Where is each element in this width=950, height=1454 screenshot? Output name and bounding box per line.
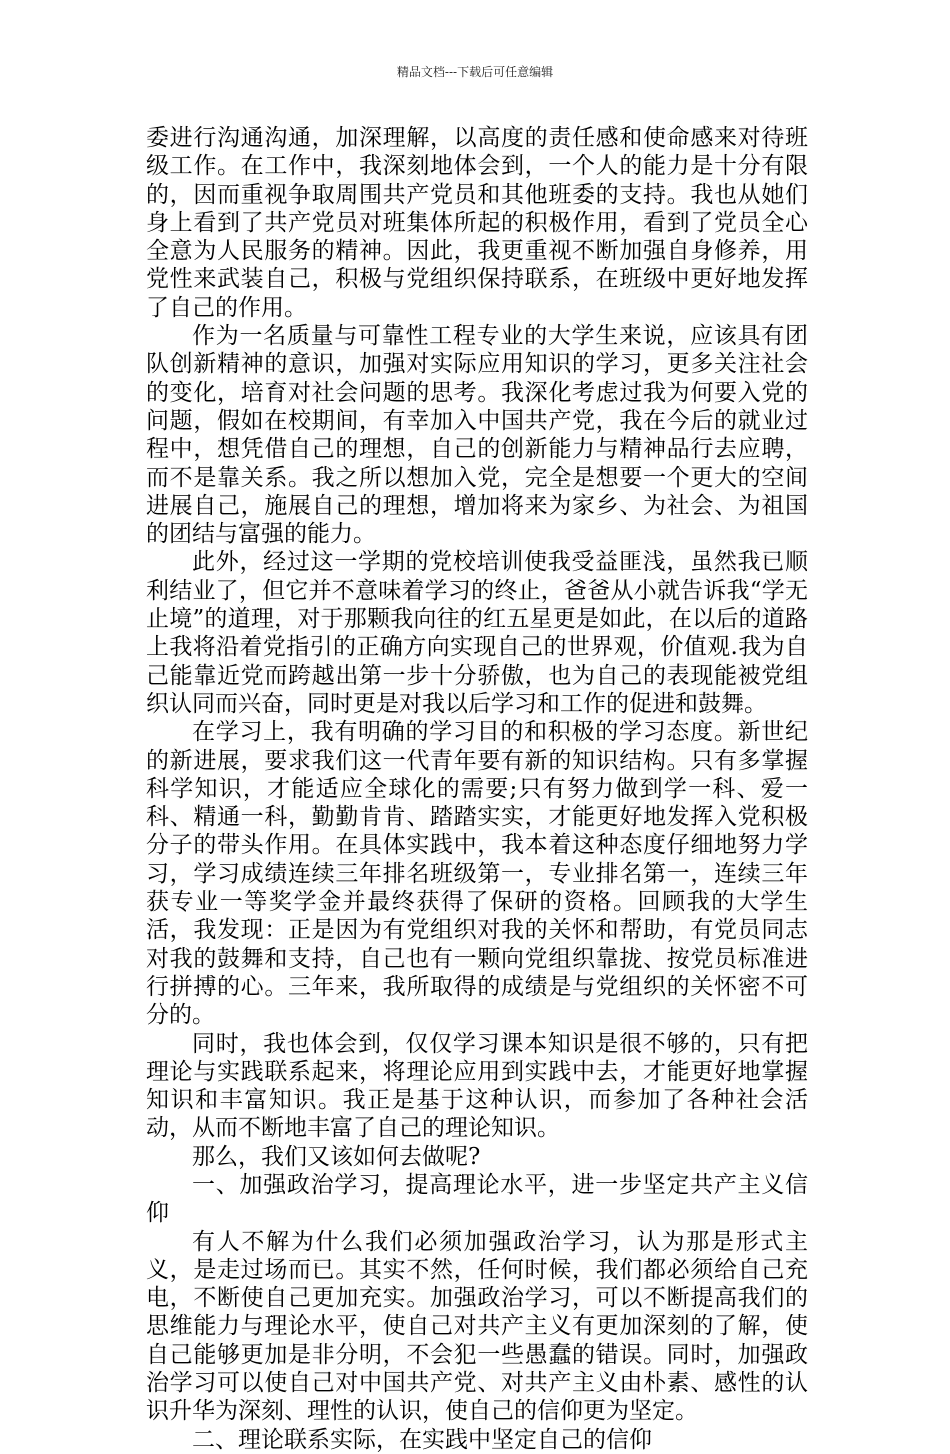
section-heading: 二、理论联系实际，在实践中坚定自己的信仰	[192, 1426, 652, 1453]
paragraph-continued: 委进行沟通沟通，加深理解，以高度的责任感和使命感来对待班级工作。在工作中，我深刻地体会到，一个人的能力是十分有限的，因而重视争取周围共产党员和其他班委的支持。我也从她们身上看到了共产党员对班集体所起的积极作用，看到了党员全心全意为人民服务的精神。因此，我更重视不断加强自身修养，用党性来武装自己，积极与党组织保持联系，在班级中更好地发挥了自己的作用。	[146, 125, 808, 321]
paragraph: 在学习上，我有明确的学习目的和积极的学习态度。新世纪的新进展，要求我们这一代青年要有新的知识结构。只有多掌握科学知识，才能适应全球化的需要;只有努力做到学一科、爱一科、精通一科，勤勤肯肯、踏踏实实，才能更好地发挥入党积极分子的带头作用。在具体实践中，我本着这种态度仔细地努力学习，学习成绩连续三年排名班级第一，专业排名第一，连续三年获专业一等奖学金并最终获得了保研的资格。回顾我的大学生活，我发现：正是因为有党组织对我的关怀和帮助，有党员同志对我的鼓舞和支持，自己也有一颗向党组织靠拢、按党员标准进行拼搏的心。三年来，我所取得的成绩是与党组织的关怀密不可分的。	[146, 719, 808, 1029]
paragraph: 此外，经过这一学期的党校培训使我受益匪浅，虽然我已顺利结业了，但它并不意味着学习的终止，爸爸从小就告诉我“学无止境”的道理，对于那颗我向往的红五星更是如此，在以后的道路上我将沿着党指引的正确方向实现自己的世界观，价值观.我为自己能靠近党而跨越出第一步十分骄傲，也为自己的表现能被党组织认同而兴奋，同时更是对我以后学习和工作的促进和鼓舞。	[146, 549, 808, 717]
section-heading: 一、加强政治学习，提高理论水平，进一步坚定共产主义信仰	[146, 1171, 808, 1227]
document-body	[146, 124, 808, 1454]
paragraph: 同时，我也体会到，仅仅学习课本知识是很不够的，只有把理论与实践联系起来，将理论应用到实践中去，才能更好地掌握知识和丰富知识。我正是基于这种认识，而参加了各种社会活动，从而不断地丰富了自己的理论知识。	[146, 1030, 808, 1142]
paragraph: 有人不解为什么我们必须加强政治学习，认为那是形式主义，是走过场而已。其实不然，任何时候，我们都必须给自己充电，不断使自己更加充实。加强政治学习，可以不断提高我们的思维能力与理论水平，使自己对共产主义有更加深刻的了解，使自己能够更加是非分明，不会犯一些愚蠢的错误。同时，加强政治学习可以使自己对中国共产党、对共产主义由朴素、感性的认识升华为深刻、理性的认识，使自己的信仰更为坚定。	[146, 1228, 808, 1425]
page-header: 精品文档---下载后可任意编辑	[396, 65, 554, 79]
paragraph: 作为一名质量与可靠性工程专业的大学生来说，应该具有团队创新精神的意识，加强对实际应用知识的学习，更多关注社会的变化，培育对社会问题的思考。我深化考虑过我为何要入党的问题，假如在校期间，有幸加入中国共产党，我在今后的就业过程中，想凭借自己的理想，自己的创新能力与精神品行去应聘，而不是靠关系。我之所以想加入党，完全是想要一个更大的空间进展自己，施展自己的理想，增加将来为家乡、为社会、为祖国的团结与富强的能力。	[146, 323, 808, 548]
paragraph: 那么，我们又该如何去做呢?	[192, 1143, 481, 1170]
